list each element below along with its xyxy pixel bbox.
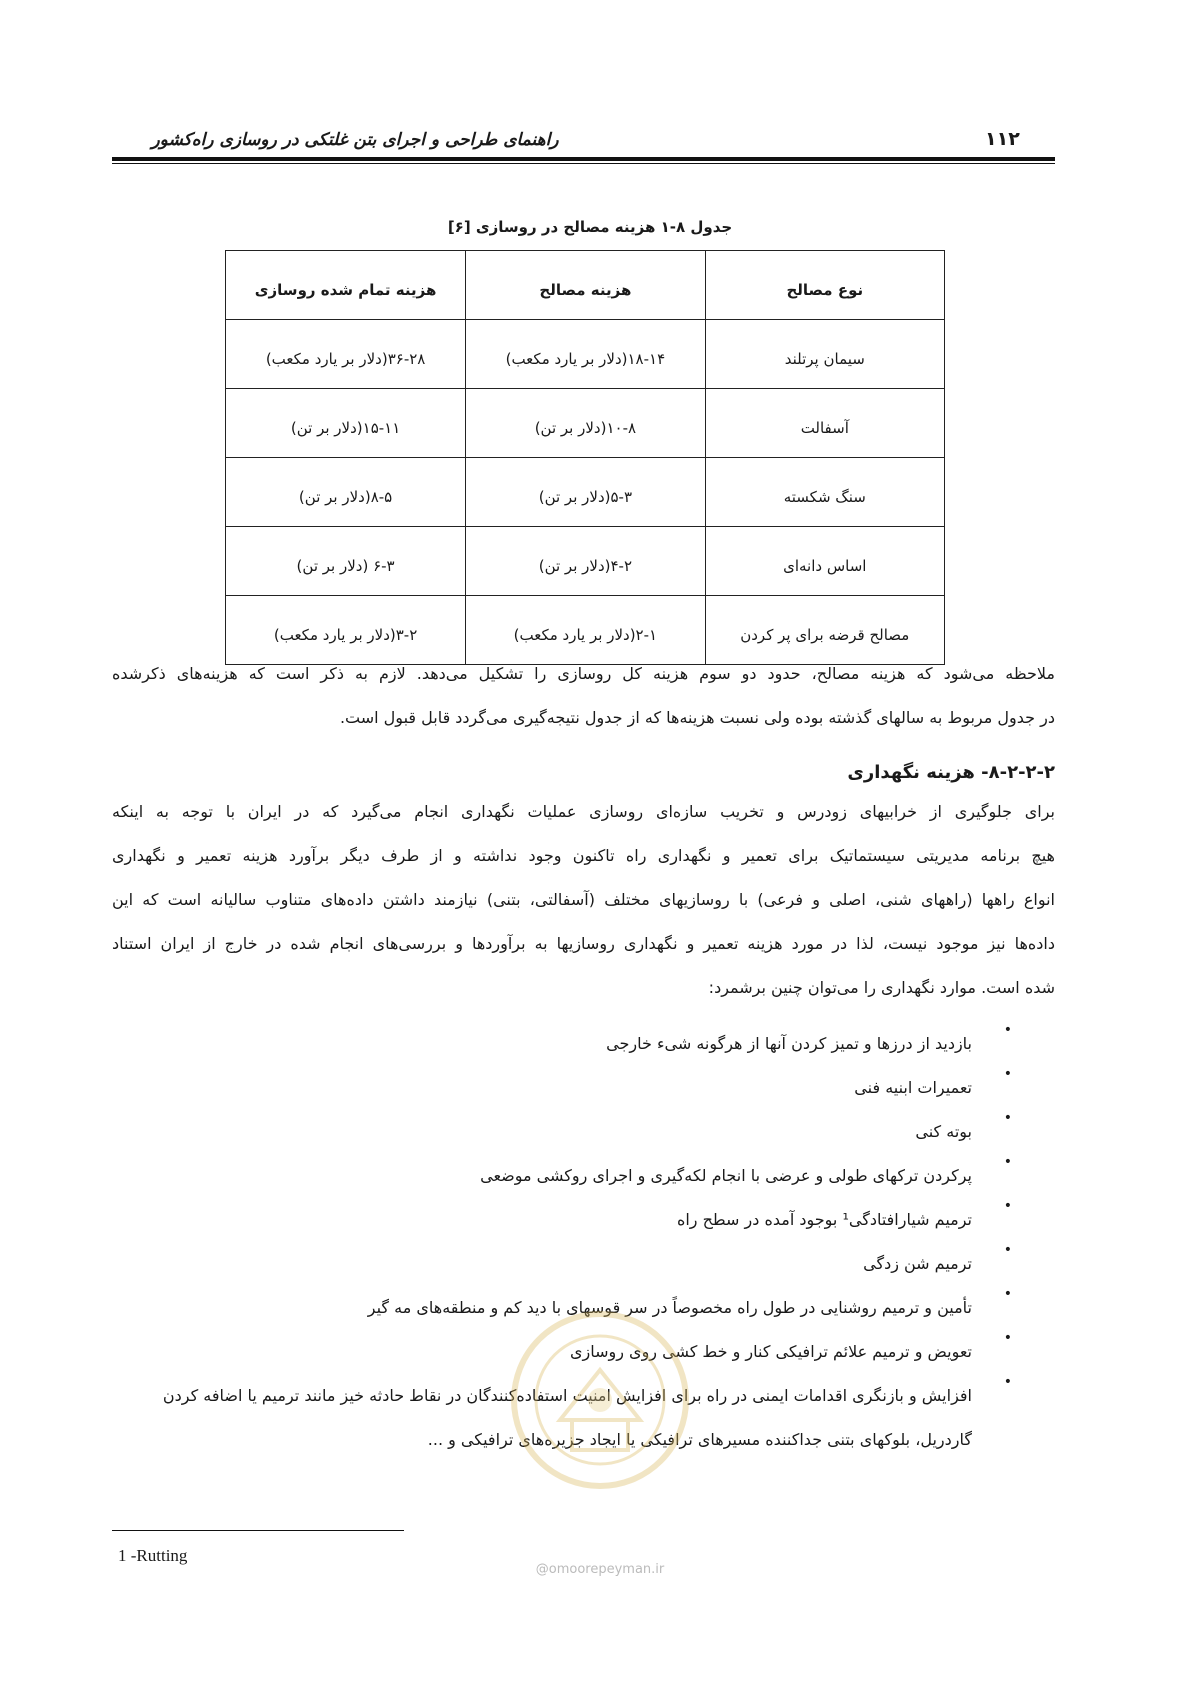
paragraph-line: شده است. موارد نگهداری را می‌توان چنین برشمرد: [708, 978, 1055, 997]
header-rule-thin [112, 163, 1055, 164]
table-cell: سنگ شکسته [705, 458, 944, 527]
list-item: • پرکردن ترکهای طولی و عرضی با انجام لکه‌گیری و اجرای روکشی موضعی [480, 1154, 1012, 1185]
table-row [226, 320, 945, 389]
bullet-icon: • [1003, 1022, 1012, 1038]
column-header: هزینه تمام شده روسازی [226, 251, 466, 320]
paragraph-line: هیچ برنامه مدیریتی سیستماتیک برای تعمیر و نگهداری راه تاکنون وجود نداشته و از طرف دیگر برآورد هزینه تعمیر و نگهداری [112, 846, 1055, 865]
table-cell: ۸-۵(دلار بر تن) [226, 458, 466, 527]
list-item: • ترمیم شن زدگی [863, 1242, 1012, 1273]
table-cell: آسفالت [705, 389, 944, 458]
paragraph-maintenance-cost [112, 790, 1055, 1010]
paragraph-line: ملاحظه می‌شود که هزینه مصالح، حدود دو سوم هزینه کل روسازی را تشکیل می‌دهد. لازم به ذکر است که هزینه‌های ذکرشده [112, 664, 1055, 683]
list-item: • ترمیم شیارافتادگی¹ بوجود آمده در سطح راه [676, 1198, 1012, 1229]
watermark-url: @omoorepeyman.ir [535, 1562, 665, 1577]
column-header: نوع مصالح [705, 251, 944, 320]
list-item: • تأمین و ترمیم روشنایی در طول راه مخصوصاً در سر قوسهای با دید کم و منطقه‌های مه گیر [367, 1286, 1012, 1317]
table-cell: سیمان پرتلند [705, 320, 944, 389]
table-row [226, 389, 945, 458]
table-cell: ۱۰-۸(دلار بر تن) [466, 389, 705, 458]
bullet-icon: • [1003, 1286, 1012, 1302]
bullet-icon: • [1003, 1198, 1012, 1214]
paragraph-line: در جدول مربوط به سالهای گذشته بوده ولی نسبت هزینه‌ها که از جدول نتیجه‌گیری می‌گردد قابل قبول است. [339, 708, 1055, 727]
paragraph-line: داده‌ها نیز موجود نیست، لذا در مورد هزینه تعمیر و نگهداری روسازیها به برآوردها و بررسی‌های انجام شده در خارج از ایران استناد [112, 934, 1055, 953]
section-heading: ۸-۲-۲-۲- هزینه نگهداری [847, 762, 1055, 783]
footnote: 1 -Rutting [118, 1546, 188, 1565]
paragraph-line: برای جلوگیری از خرابیهای زودرس و تخریب سازه‌ای روسازی عملیات نگهداری انجام می‌گیرد که در ایران با توجه به اینکه [112, 802, 1055, 821]
table-cell: ۵-۳(دلار بر تن) [466, 458, 705, 527]
table-header-row [226, 251, 945, 320]
table-cell: ۲-۱(دلار بر یارد مکعب) [466, 596, 705, 665]
paragraph-material-cost [112, 652, 1055, 740]
table-cell: اساس دانه‌ای [705, 527, 944, 596]
watermark-logo-icon [500, 1300, 700, 1520]
table-cell: ۳۶-۲۸(دلار بر یارد مکعب) [226, 320, 466, 389]
list-item: • تعویض و ترمیم علائم ترافیکی کنار و خط کشی روی روسازی [569, 1330, 1012, 1361]
table-cell: ۶-۳ (دلار بر تن) [226, 527, 466, 596]
bullet-icon: • [1003, 1066, 1012, 1082]
header-rule-thick [112, 157, 1055, 161]
bullet-icon: • [1003, 1242, 1012, 1258]
column-header: هزینه مصالح [466, 251, 705, 320]
list-item: • تعمیرات ابنیه فنی [854, 1066, 1012, 1097]
table-caption: جدول ۸-۱ هزینه مصالح در روسازی [۶] [447, 218, 733, 236]
bullet-icon: • [1003, 1154, 1012, 1170]
bullet-icon: • [1003, 1110, 1012, 1126]
running-header-title: راهنمای طراحی و اجرای بتن غلتکی در روسازی راه‌کشور [151, 130, 559, 150]
footnote-rule [112, 1530, 404, 1531]
table-cell: ۱۵-۱۱(دلار بر تن) [226, 389, 466, 458]
table-cell: ۱۸-۱۴(دلار بر یارد مکعب) [466, 320, 705, 389]
table-cell: ۴-۲(دلار بر تن) [466, 527, 705, 596]
list-item: • بوته کنی [915, 1110, 1012, 1141]
table-row [226, 458, 945, 527]
table-cell: مصالح قرضه برای پر کردن [705, 596, 944, 665]
bullet-icon: • [1003, 1374, 1012, 1390]
material-cost-table [225, 250, 945, 665]
list-item: • بازدید از درزها و تمیز کردن آنها از هرگونه شیء خارجی [606, 1022, 1012, 1053]
bullet-icon: • [1003, 1330, 1012, 1346]
table-cell: ۳-۲(دلار بر یارد مکعب) [226, 596, 466, 665]
list-item: • افزایش و بازنگری اقدامات ایمنی در راه برای افزایش امنیت استفاده‌کنندگان در نقاط حادثه خیز مانند ترمیم یا اضافه کردن گاردریل، بلوکهای بتنی جداکننده مسیرهای ترافیکی یا ایجاد جزیره‌های ترافیکی و ... [162, 1374, 1012, 1449]
table-row [226, 527, 945, 596]
page-number: ۱۱۲ [985, 128, 1020, 150]
paragraph-line: انواع راهها (راههای شنی، اصلی و فرعی) با روسازیهای مختلف (آسفالتی، بتنی) نیازمند داشتن داده‌های متناوب سالیانه است که این [112, 890, 1055, 909]
